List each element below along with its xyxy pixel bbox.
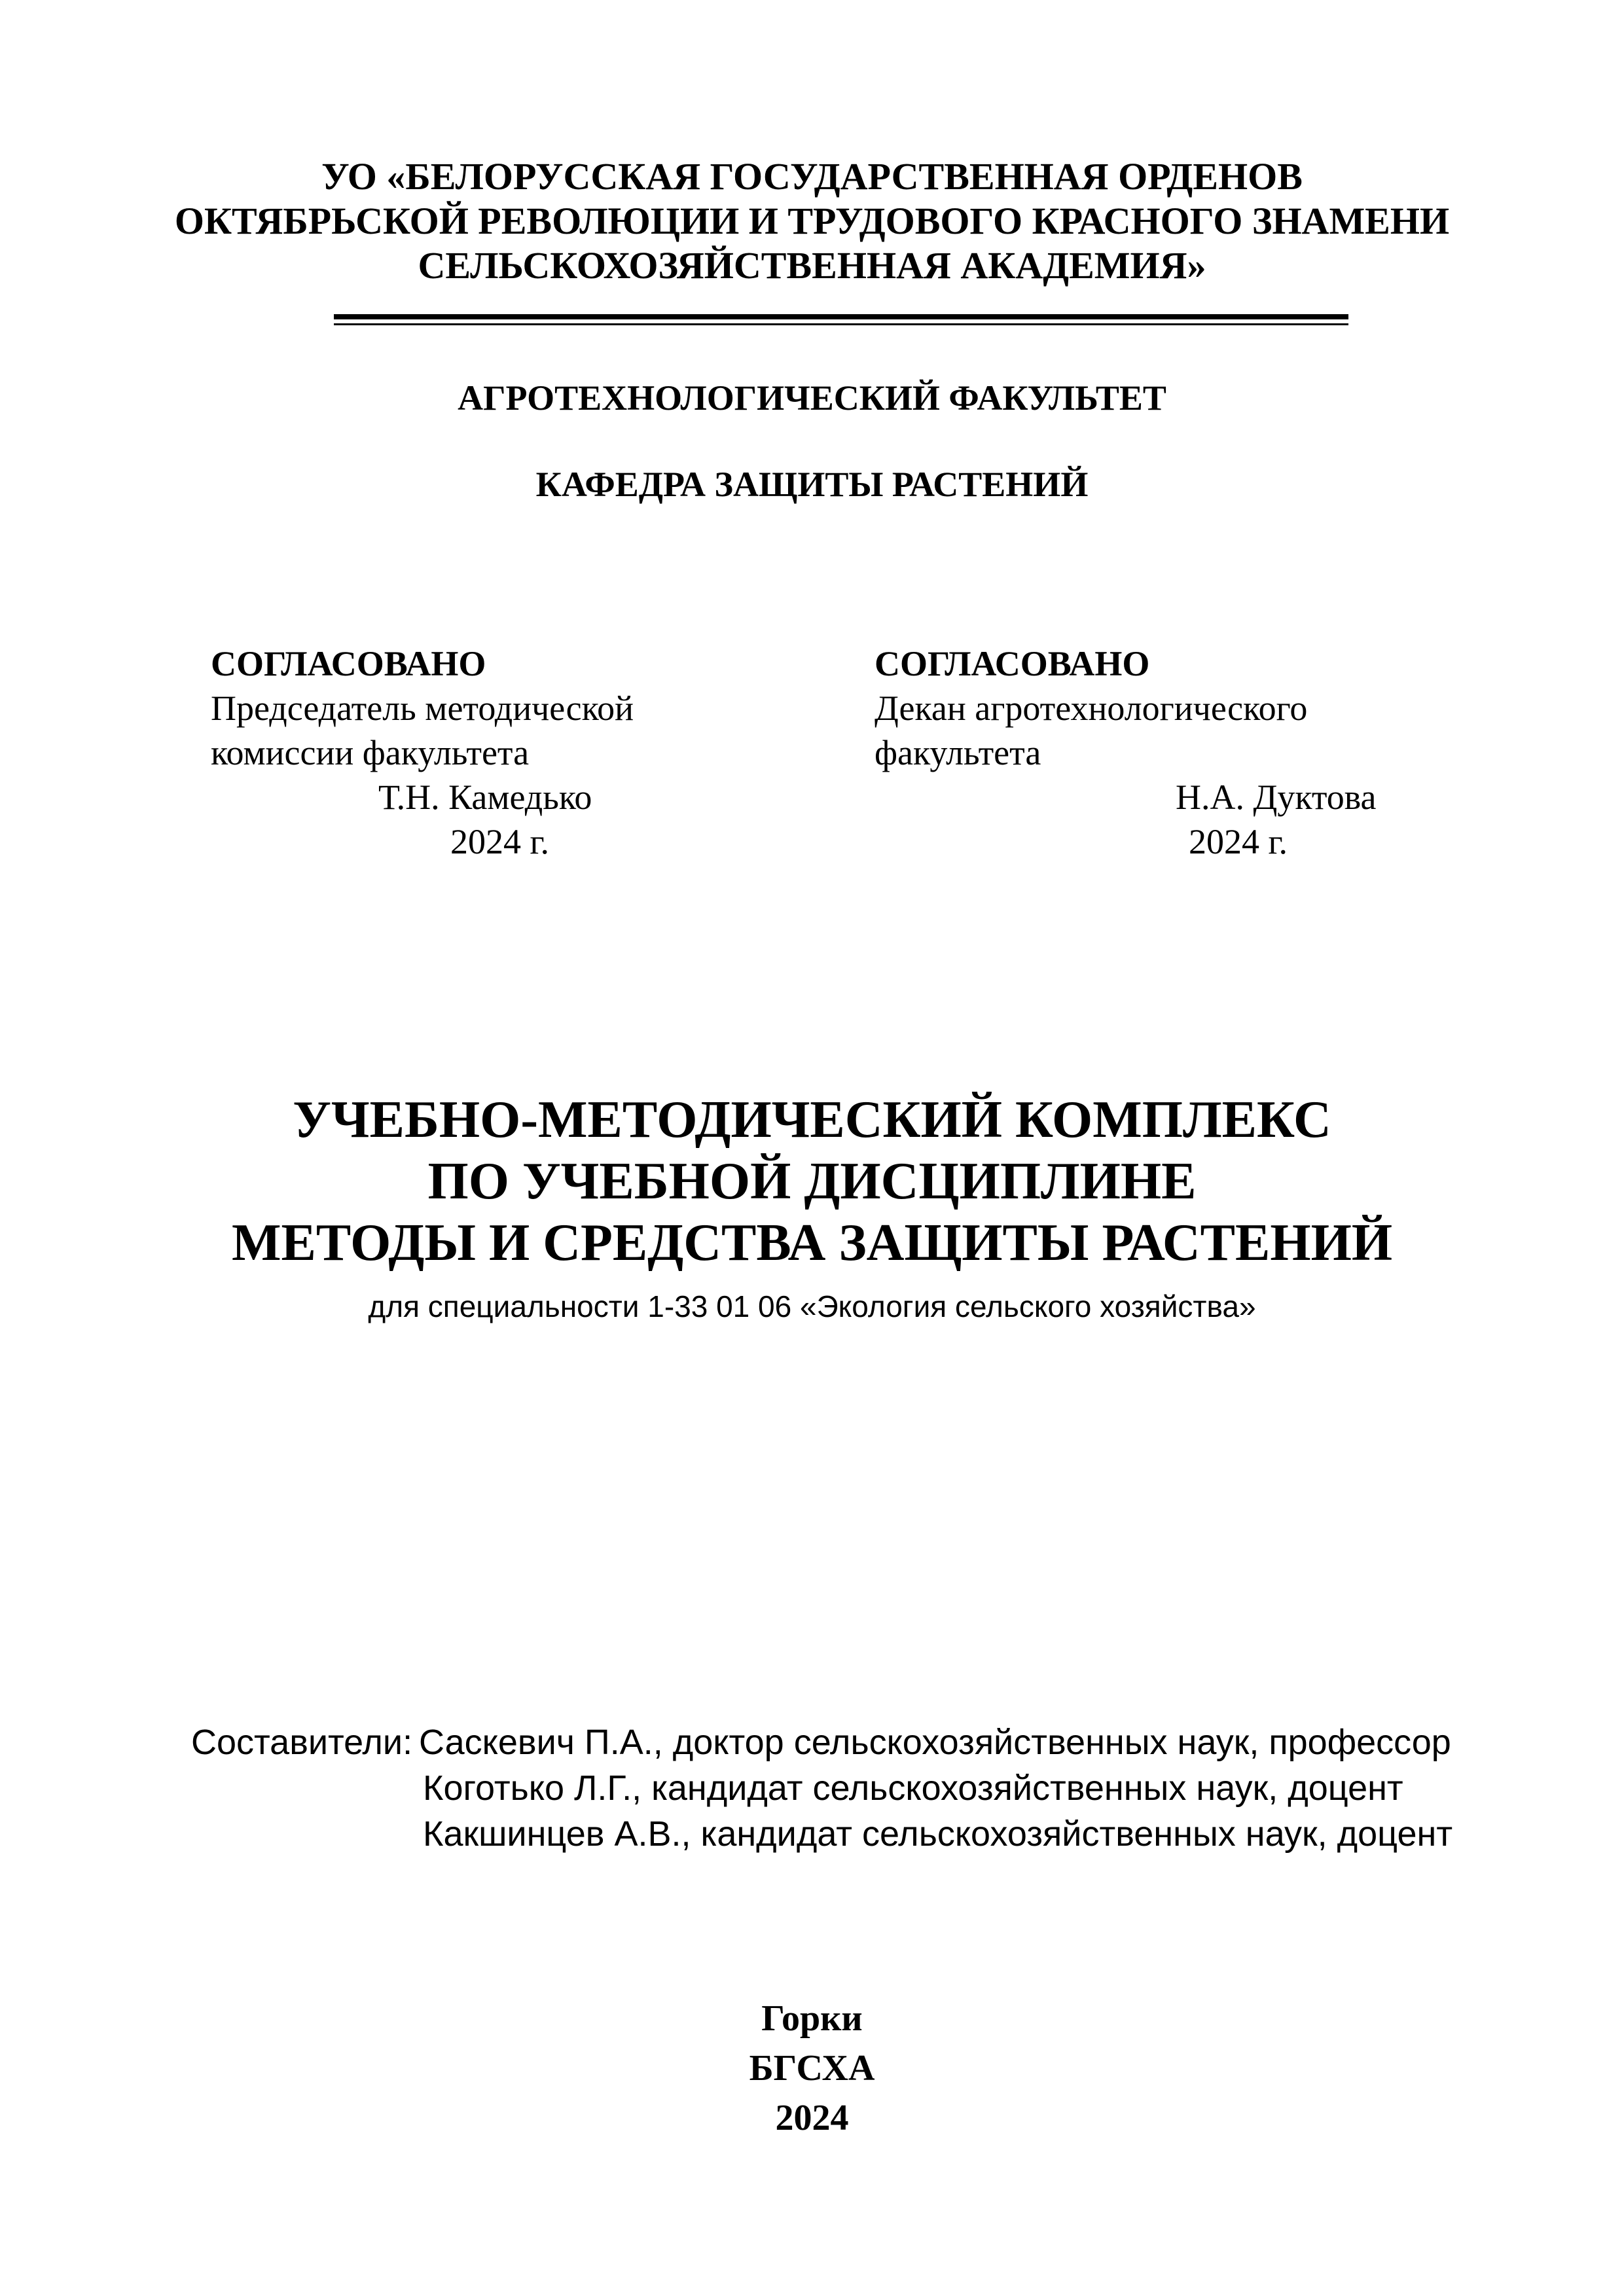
approval-left-position-line-2: комиссии факультета [211, 733, 530, 772]
approval-right-title: СОГЛАСОВАНО [875, 644, 1150, 683]
author-3: Какшинцев А.В., кандидат сельскохозяйственных наук, доцент [423, 1814, 1453, 1854]
footer-publisher: БГСХА [749, 2048, 875, 2089]
approval-left-title: СОГЛАСОВАНО [211, 644, 486, 683]
institution-name-line-1: УО «БЕЛОРУССКАЯ ГОСУДАРСТВЕННАЯ ОРДЕНОВ [321, 155, 1303, 198]
approval-right-signatory: Н.А. Дуктова [1176, 778, 1377, 817]
approval-right-position-line-2: факультета [875, 733, 1041, 772]
department-name: КАФЕДРА ЗАЩИТЫ РАСТЕНИЙ [535, 465, 1089, 504]
main-title-line-2: ПО УЧЕБНОЙ ДИСЦИПЛИНЕ [427, 1153, 1197, 1210]
main-title-line-1: УЧЕБНО-МЕТОДИЧЕСКИЙ КОМПЛЕКС [293, 1091, 1331, 1149]
footer-year: 2024 [775, 2098, 849, 2138]
specialty-subtitle: для специальности 1-33 01 06 «Экология сельского хозяйства» [368, 1289, 1256, 1323]
institution-name-line-3: СЕЛЬСКОХОЗЯЙСТВЕННАЯ АКАДЕМИЯ» [418, 244, 1206, 287]
faculty-name: АГРОТЕХНОЛОГИЧЕСКИЙ ФАКУЛЬТЕТ [458, 378, 1166, 418]
authors-label: Составители: [191, 1723, 413, 1762]
institution-name-line-2: ОКТЯБРЬСКОЙ РЕВОЛЮЦИИ И ТРУДОВОГО КРАСНОГО ЗНАМЕНИ [174, 200, 1450, 242]
approval-right-position-line-1: Декан агротехнологического [875, 689, 1308, 728]
footer-city: Горки [761, 1998, 863, 2039]
approval-left [211, 641, 634, 864]
author-1: Саскевич П.А., доктор сельскохозяйственных наук, профессор [419, 1723, 1451, 1762]
approval-left-year: 2024 г. [450, 822, 550, 861]
approval-left-signatory: Т.Н. Камедько [378, 778, 592, 817]
header-divider-thick [334, 314, 1348, 319]
approval-right-year: 2024 г. [1189, 822, 1288, 861]
author-2: Коготько Л.Г., кандидат сельскохозяйственных наук, доцент [423, 1768, 1403, 1808]
approval-left-position-line-1: Председатель методической [211, 689, 634, 728]
approval-right [875, 641, 1377, 864]
header-divider-thin [334, 323, 1348, 325]
main-title-line-3: МЕТОДЫ И СРЕДСТВА ЗАЩИТЫ РАСТЕНИЙ [231, 1214, 1393, 1272]
